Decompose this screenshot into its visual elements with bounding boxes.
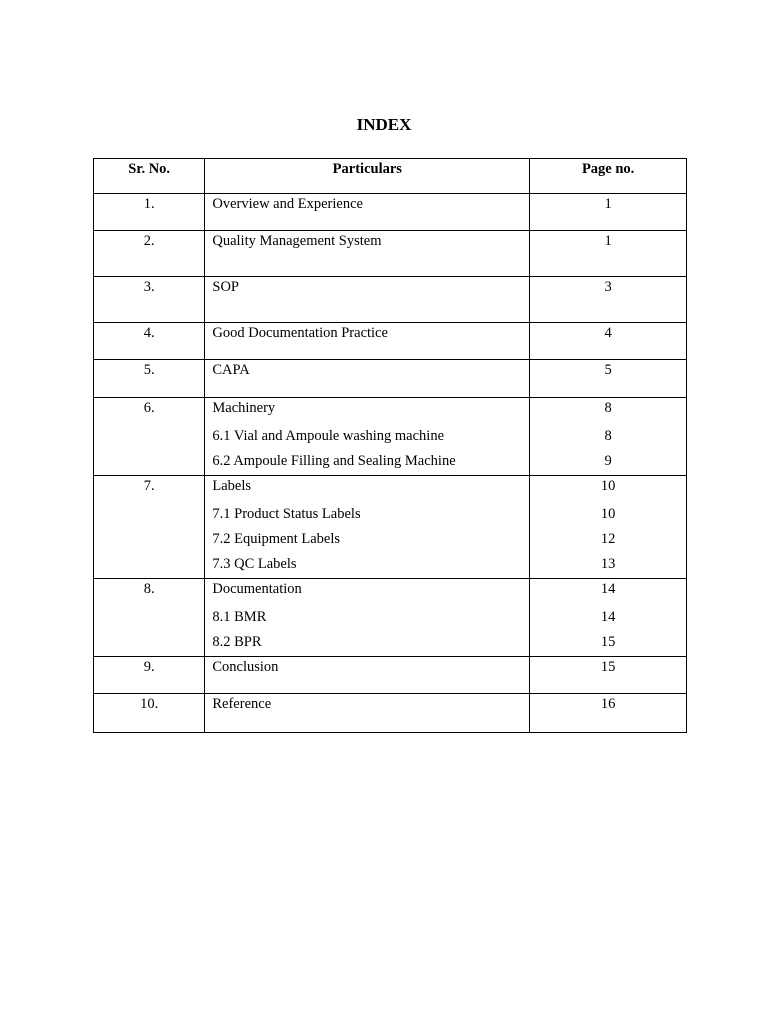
row-particulars: Overview and Experience <box>205 194 530 231</box>
row-sr-no: 10. <box>94 694 205 733</box>
index-table <box>93 158 687 733</box>
row-page-no: 3 <box>530 277 687 323</box>
subsection-item: 7.2 Equipment Labels <box>212 531 341 547</box>
row-particulars <box>205 476 530 579</box>
row-page-no: 16 <box>530 694 687 733</box>
row-page-no: 4 <box>530 323 687 360</box>
subsection-item: 8.1 BMR <box>212 609 267 625</box>
table-row <box>94 323 687 360</box>
table-row <box>94 657 687 694</box>
row-sr-no: 8. <box>94 579 205 657</box>
header-sr-no: Sr. No. <box>94 159 205 194</box>
subsection-item: 6.1 Vial and Ampoule washing machine <box>212 428 444 444</box>
row-particulars: Quality Management System <box>205 231 530 277</box>
table-header-row <box>94 159 687 194</box>
section-heading: Documentation <box>212 581 302 597</box>
subsection-item: 7.3 QC Labels <box>212 556 297 572</box>
section-heading: Machinery <box>212 400 276 416</box>
subsection-item: 6.2 Ampoule Filling and Sealing Machine <box>212 453 456 469</box>
header-page-no: Page no. <box>530 159 687 194</box>
header-particulars: Particulars <box>205 159 530 194</box>
row-particulars <box>205 579 530 657</box>
table-row <box>94 579 687 657</box>
row-particulars: Good Documentation Practice <box>205 323 530 360</box>
row-sr-no: 1. <box>94 194 205 231</box>
row-page-no: 10 10 12 13 <box>530 476 687 579</box>
row-sr-no: 4. <box>94 323 205 360</box>
row-particulars: SOP <box>205 277 530 323</box>
row-sr-no: 6. <box>94 398 205 476</box>
row-sr-no: 2. <box>94 231 205 277</box>
section-heading: Labels <box>212 478 252 494</box>
row-particulars: Conclusion <box>205 657 530 694</box>
table-row <box>94 277 687 323</box>
table-row <box>94 231 687 277</box>
table-row <box>94 694 687 733</box>
row-sr-no: 3. <box>94 277 205 323</box>
row-page-no: 8 8 9 <box>530 398 687 476</box>
row-sr-no: 7. <box>94 476 205 579</box>
row-particulars: Reference <box>205 694 530 733</box>
table-row <box>94 398 687 476</box>
row-sr-no: 5. <box>94 360 205 398</box>
row-sr-no: 9. <box>94 657 205 694</box>
table-row <box>94 194 687 231</box>
page-title: INDEX <box>356 115 412 134</box>
row-page-no: 5 <box>530 360 687 398</box>
row-particulars <box>205 398 530 476</box>
row-page-no: 14 14 15 <box>530 579 687 657</box>
subsection-item: 7.1 Product Status Labels <box>212 506 361 522</box>
row-page-no: 15 <box>530 657 687 694</box>
row-page-no: 1 <box>530 194 687 231</box>
subsection-item: 8.2 BPR <box>212 634 262 650</box>
table-row <box>94 476 687 579</box>
table-row <box>94 360 687 398</box>
row-page-no: 1 <box>530 231 687 277</box>
row-particulars: CAPA <box>205 360 530 398</box>
